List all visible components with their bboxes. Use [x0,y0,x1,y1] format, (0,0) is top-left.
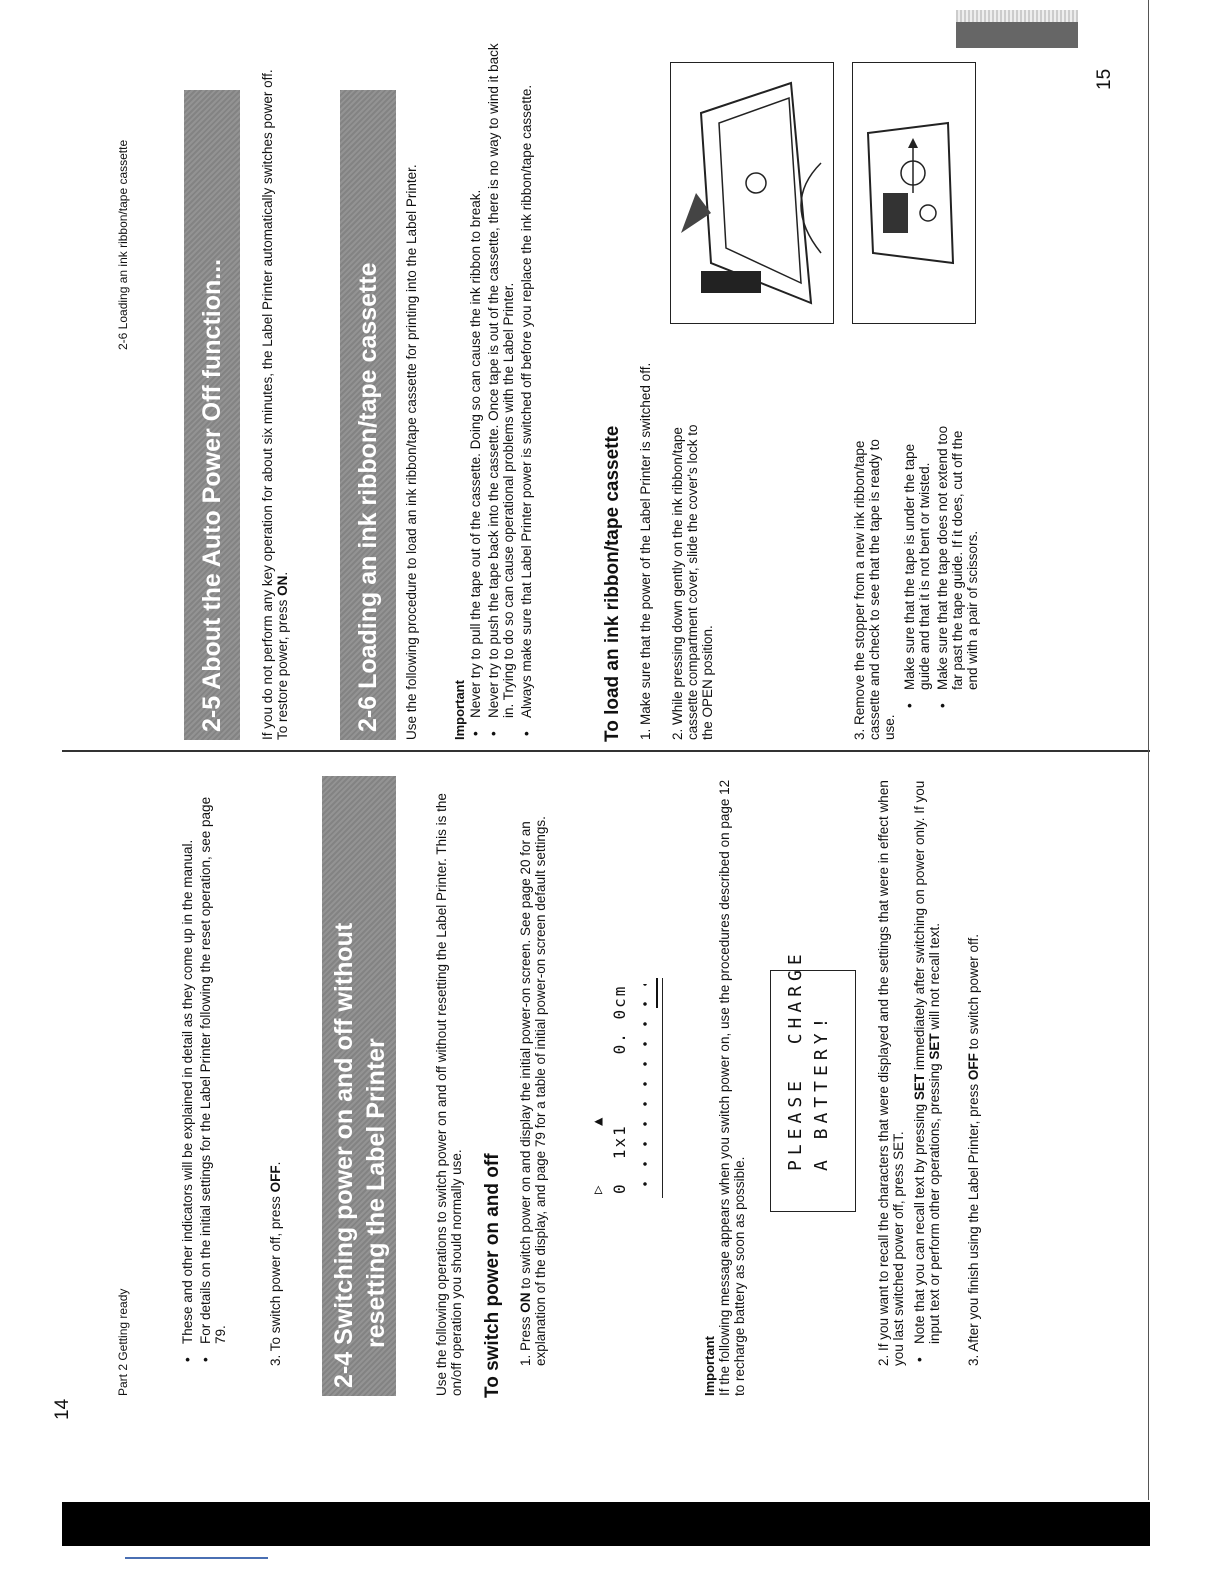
step-2-recall: 2. If you want to recall the characters that were displayed and the settings that were in effect when you last switched power off, press SET. [876,780,906,1366]
intro-bullet-2: • For details on the initial settings for the Label Printer following the reset operation, see page 79. [198,786,228,1366]
switch-power-subheading: To switch power on and off [482,1153,503,1398]
note-recall-text: • Note that you can recall text by pressing SET immediately after switching on power only. If you input text or perform other operations, pressing SET will not recall text. [912,766,942,1366]
load-cassette-subheading: To load an ink ribbon/tape cassette [602,425,623,742]
right-page [0,0,1224,752]
left-page-number: 14 [52,1398,73,1420]
step-3-finish: 3. After you finish using the Label Printer, press OFF to switch power off. [966,934,981,1366]
step-3-power-off: 3. To switch power off, press OFF. [268,1161,283,1366]
load-step-3: 3. Remove the stopper from a new ink ribbon/tape cassette and check to see that the tape is ready to use. [852,439,897,740]
lcd-battery-warning [770,949,856,1212]
important-label-2: Important [452,680,467,740]
on-key-2: ON [275,575,290,596]
cover-illustration [670,62,834,324]
section-2-6-heading: 2-6 Loading an ink ribbon/tape cassette [340,90,396,740]
step-3-bullet-2: • Make sure that the tape does not extend too far past the tape guide. If it does, cut off the end with a pair of scissors. [935,412,980,712]
left-header: Part 2 Getting ready [116,1288,130,1396]
lcd-warning-line-1: PLEASE CHARGE [785,949,806,1171]
note-list [912,766,945,1366]
load-step-1: 1. Make sure that the power of the Label Printer is switched off. [638,362,653,740]
off-key: OFF [268,1165,283,1193]
lcd-warning-line-2: A BATTERY! [811,1012,832,1171]
cassette-drawing [853,63,975,323]
section-2-4-intro: Use the following operations to switch power on and off without resetting the Label Printer. This is the on/off operation you should normally use. [434,793,464,1396]
important-bullet-1: • Never try to pull the tape out of the cassette. Doing so can cause the ink ribbon to break. [468,40,483,740]
important-label: Important [702,1336,717,1396]
load-intro: Use the following procedure to load an ink ribbon/tape cassette for printing into the Label Printer. [404,164,419,740]
important-bullet-list [468,40,537,740]
on-key: ON [518,1292,533,1313]
section-2-4-heading: 2-4 Switching power on and off without resetting the Label Printer [322,776,396,1396]
intro-bullet-1: • These and other indicators will be explained in detail as they come up in the manual. [180,786,195,1366]
step-1-power-on: 1. Press ON to switch power on and display the initial power-on screen. See page 20 for an explanation of the display, and page 79 for a table of initial power-on screen default settings. [518,816,548,1366]
important-bullet-3: • Always make sure that Label Printer power is switched off before you replace the ink ribbon/tape cassette. [519,40,534,740]
load-step-2: 2. While pressing down gently on the ink ribbon/tape cassette compartment cover, slide the cover's lock to the OPEN position. [670,424,715,740]
lcd-bottom-tick [656,978,658,1008]
lcd-initial-screen [588,978,663,1198]
lcd-cursor-icon: ▷ [590,1185,606,1194]
cassette-illustration [852,62,976,324]
auto-power-off-text: If you do not perform any key operation for about six minutes, the Label Printer automatically switches power off. To restore power, press ON. [260,69,290,740]
important-bullet-2: • Never try to push the tape back into the cassette. Once tape is out of the cassette, there is no way to wind it back in. Trying to do so can cause operational problems with the Label Printer. [486,40,516,740]
lcd-dot-row [642,984,648,1194]
step-3-bullet-1: • Make sure that the tape is under the tape guide and that it is not bent or twisted. [902,412,932,712]
lcd-marker-icon: ▲ [590,1117,606,1126]
right-page-number: 15 [1094,68,1115,90]
intro-bullet-list [180,786,231,1366]
right-header: 2-6 Loading an ink ribbon/tape cassette [116,139,130,350]
section-2-5-heading: 2-5 About the Auto Power Off function... [184,90,240,740]
important-text: If the following message appears when you switch power on, use the procedures described on page 12 to recharge battery as soon as possible. [717,779,747,1396]
left-page [0,752,1224,1584]
lcd-line-1: 0 1x1 0. 0cm [610,984,629,1194]
step-3-bullet-list [902,412,983,712]
cover-drawing [671,63,833,323]
